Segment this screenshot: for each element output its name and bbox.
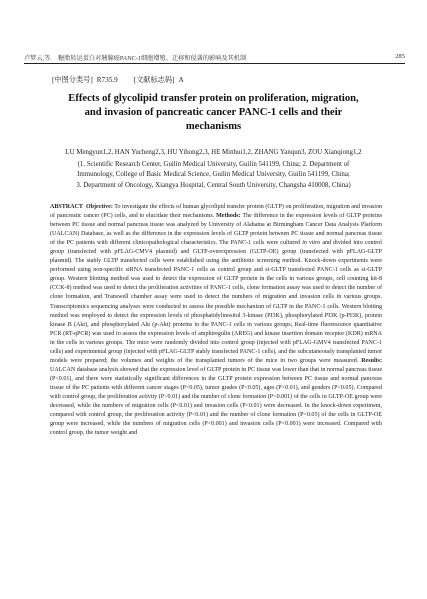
objective-text: To investigate the effects of human glycolipid transfer protein (GLTP) on proliferation, migration and invasion of pancreatic cancer (PC) cells, and to elucidate their mechanisms. <box>50 204 382 220</box>
objective-label: Objective: <box>85 204 113 210</box>
running-header-title: 糖脂转运蛋白对胰腺癌PANC-1细胞增殖、迁移和侵袭的影响及其机制 <box>58 55 247 62</box>
abstract <box>50 203 382 595</box>
methods-text: The difference in the expression levels of GLTP proteins between PC tissue and normal pancreas tissue was analyzed by University of Alabama at Birmingham Cancer Data Analysis Platform (UALCAN) Database, as well as the difference in the expression levels of GLTP protein between PC tissue and normal pancreas tissue of the PC patients with different clinicopathological characteristics. The PANC-1 cells were cultured <box>50 213 382 247</box>
running-header-authors: 卢梦云,等. <box>24 55 52 62</box>
results-label: Results: <box>361 357 382 364</box>
results-text: UALCAN database analysis showed that the expression level of GLTP protein in PC tissue was lower than that in normal pancreas tissue (P<0.01), and there were statistically significant differences in the GLTP protein expression between PC tissue and normal pancreas tissue of the PC patients with different cancer stages (P<0.05), tumor grades (P<0.05), ages (P<0.01), and genders (P<0.05). Compared with control group, the proliferation activity (P<0.01) and the number of clone formation (P<0.001) of the cells in GLTP-OE group were decreased, while the numbers of migration cells (P<0.01) and invasion cells (P<0.01) were decreased. In the knock-down experiment, compared with control group, the proliferation activity (P<0.01) and the number of clone formation (P<0.05) of the cells in GLTP-OE group were increased, while the numbers of migration cells (P<0.001) and invasion cells (P<0.001) were increased. Compared with control group, the tumor weight and <box>50 366 382 437</box>
doc-code-value: A <box>178 76 184 84</box>
abstract-heading: ABSTRACT <box>50 204 83 210</box>
title-line: Effects of glycolipid transfer protein on proliferation, migration, <box>68 93 359 104</box>
author-list: LU Mengyun1,2, HAN Yucheng2,3, HU Yihong2,3, HE Minhui1,2, ZHANG Yanqun3, ZOU Xianqiong1,2 <box>65 149 362 156</box>
affiliation-line: (1. Scientific Research Center, Guilin Medical University, Guilin 541199, China; 2. Department of <box>77 161 350 168</box>
doc-code-label: [文献标志码] <box>133 76 175 84</box>
clc-label: [中图分类号] <box>52 76 93 84</box>
classification-line <box>52 75 200 85</box>
methods-label: Methods: <box>216 213 241 220</box>
article-title <box>30 92 397 134</box>
title-line: mechanisms <box>185 121 242 132</box>
methods-text: and divided into control group (transfected with pFLAG-CMV4 plasmid) and GLTP-overexpression (GLTP-OE) group (transfected with pFLAG-GLTP plasmid). The stably GLTP transfected cells were established using the antibiotic screening method. Knock-down experiments were performed using non-specific siRNA transfected PANC-1 cells as control group and si-GLTP transfected PANC-1 cells as si-GLTP group. Western blotting method was used to detect the expression of GLTP protein in the cells in various groups, cell counting kit-8 (CCK-8) method was used to detect the proliferation activities of PANC-1 cells, clone formation assay was used to detect the number of clone formation, and Transwell chamber assay were used to detect the numbers of migration and invasion cells in various groups. Transcriptomics sequencing analyses were conducted to assess the possible mechanism of GLTP in the PANC-1 cells. Western blotting method was employed to detect the expression levels of phosphatidylinositol 3-kinase (PI3K), phosphorylated PI3K (p-PI3K), protein kinase B (Akt), and phosphorylated Akt (p-Akt) proteins in the PANC-1 cells in various groups; Real-time fluorescence quantitative PCR (RT-qPCR) was used to assess the expression levels of amphiregulin (AREG) and kinase insertion domain receptor (KDR) mRNA in the cells in various groups. The mice were randomly divided into control group (injected with pFLAG-GMV4 transfected PANC-1 cells) and experimental group (injected with pFLAG-GLTP stably transfected PANC-1 cells), and the subcutaneously transplanted tumor models were prepared; the volumes and weights of the transplanted tumors of the mice in two groups were measured. <box>50 240 382 364</box>
clc-value: R735.9 <box>96 76 118 84</box>
affiliation-line: Immunology, College of Basic Medical Science, Guilin Medical University, Guilin 541199, China; <box>77 171 350 178</box>
in-vitro-term: in vitro <box>302 240 321 247</box>
affiliation-line: 3. Department of Oncology, Xiangya Hospital, Central South University, Changsha 410008, China) <box>76 182 351 189</box>
header-rule <box>24 63 405 64</box>
page-number: 285 <box>395 53 405 60</box>
title-line: and invasion of pancreatic cancer PANC-1 cells and their <box>84 107 343 118</box>
